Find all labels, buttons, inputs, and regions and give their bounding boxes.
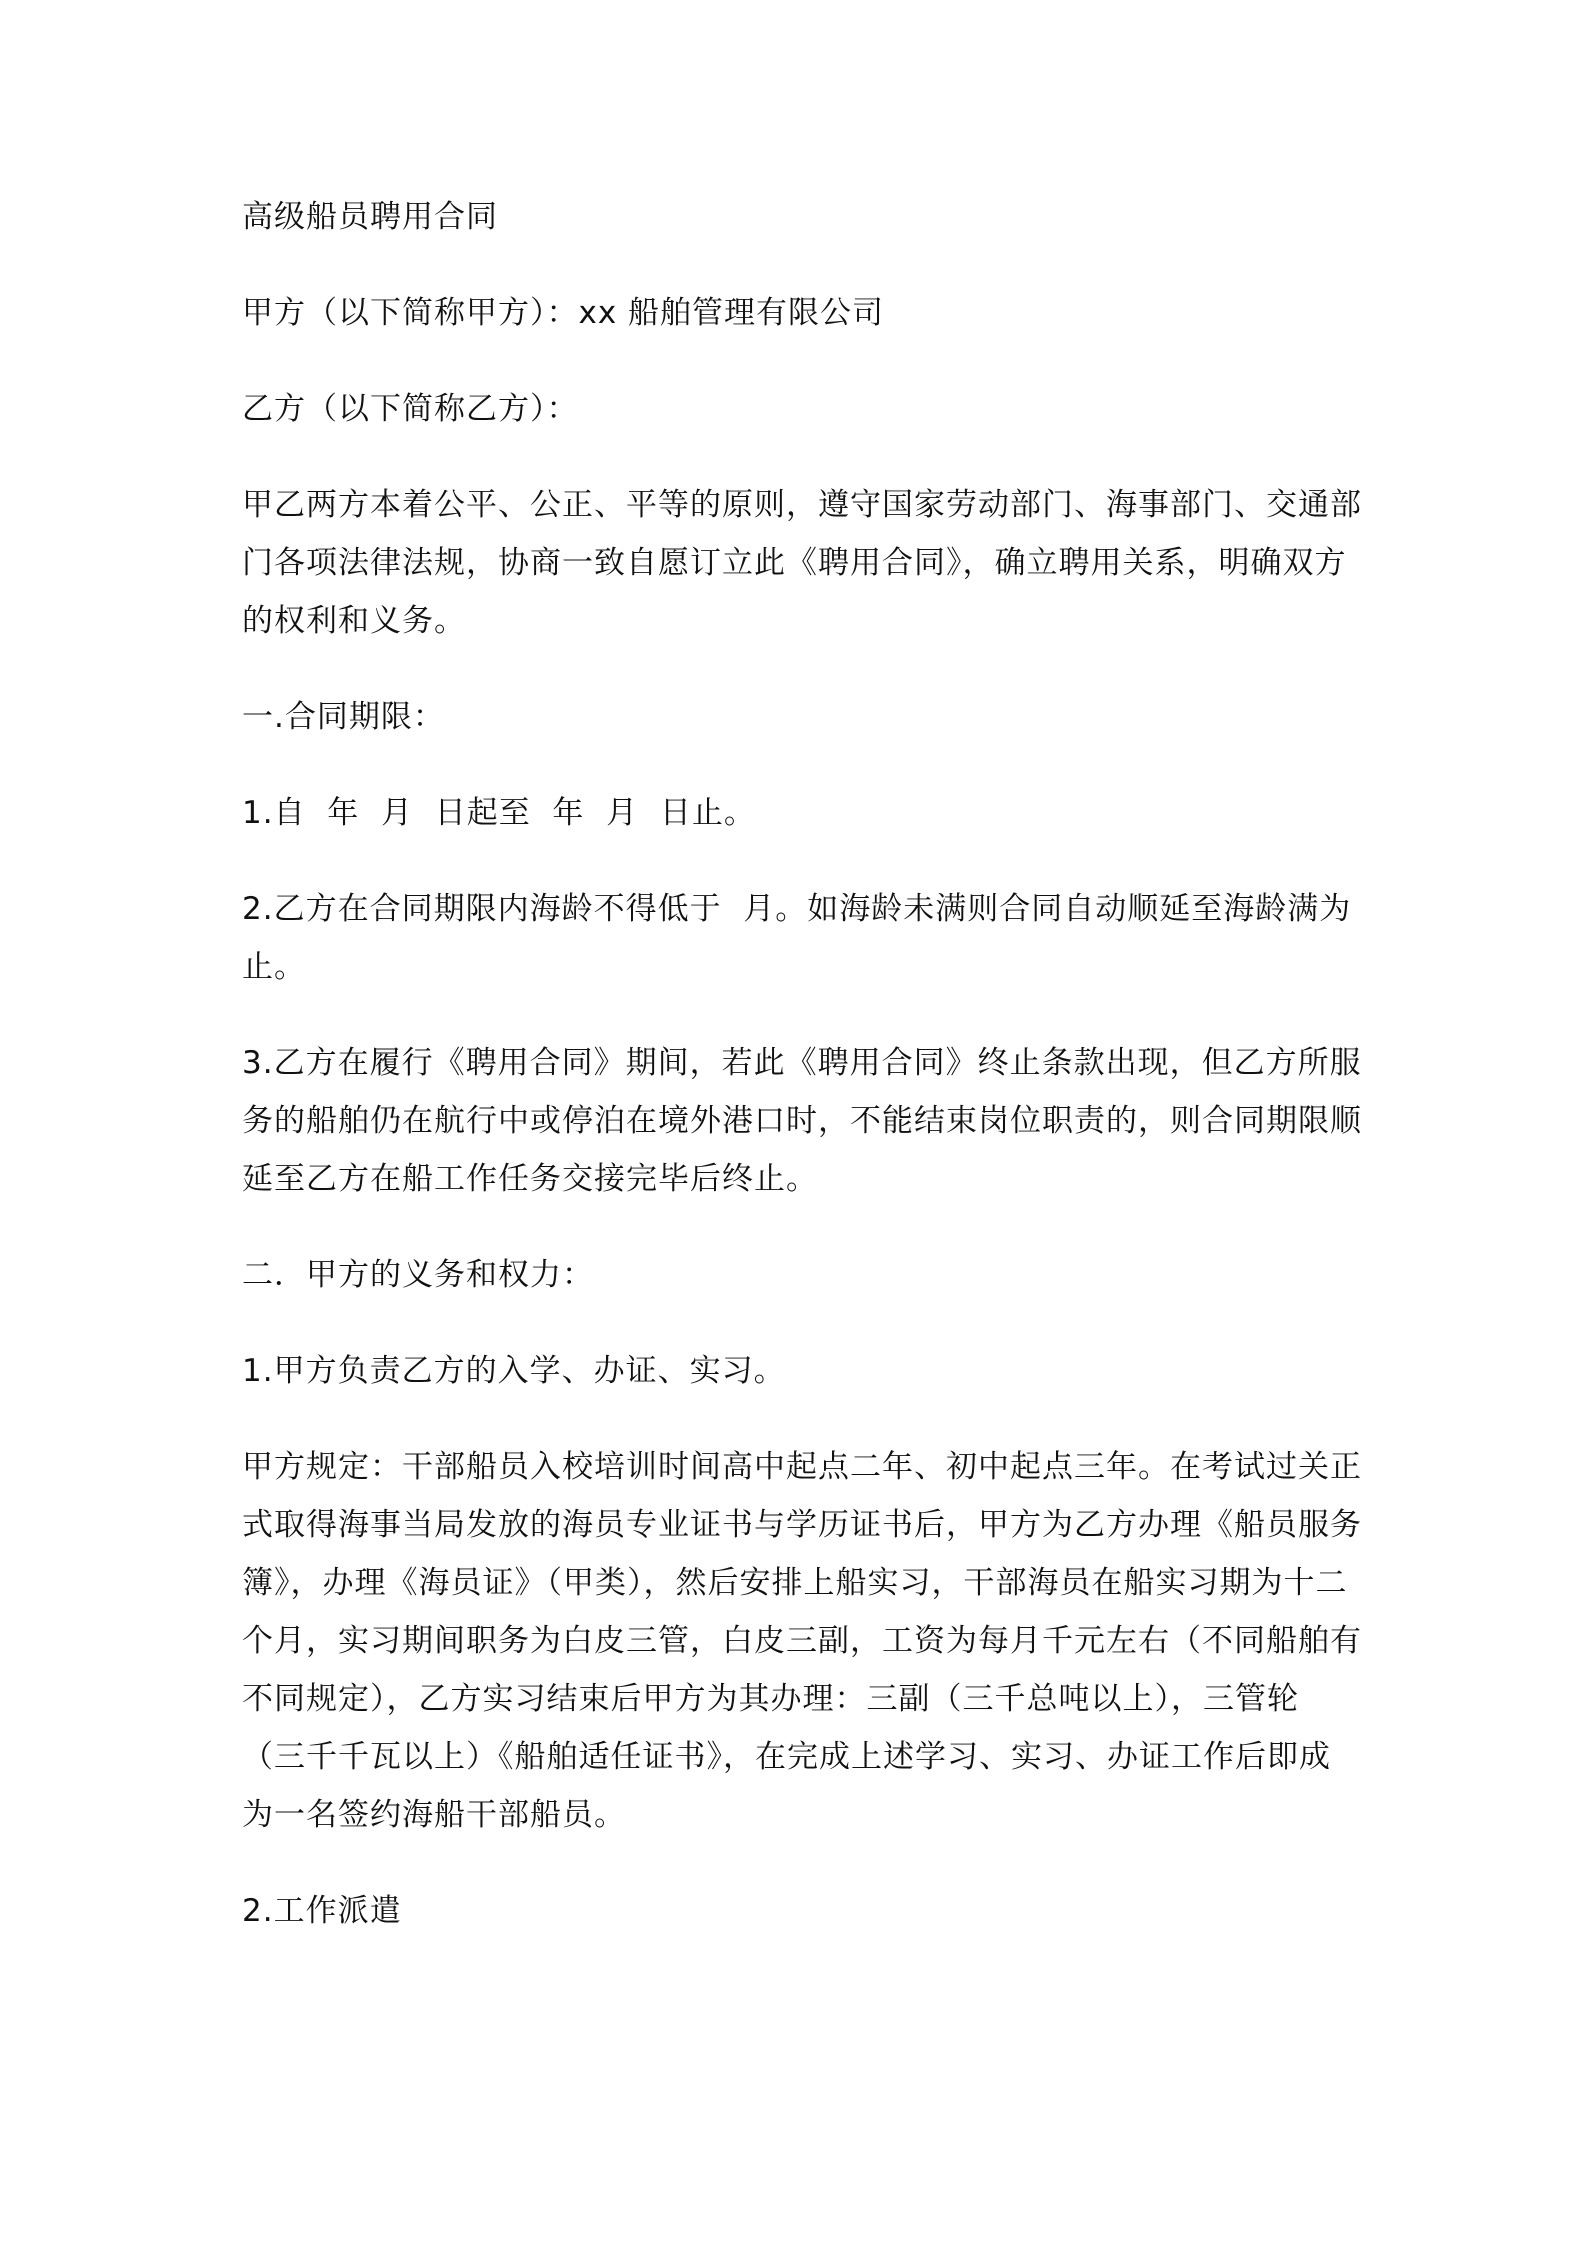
term-item-2: 2.乙方在合同期限内海龄不得低于 月。如海龄未满则合同自动顺延至海龄满为止。 xyxy=(242,891,1352,985)
party-b-line: 乙方（以下简称乙方）： xyxy=(242,391,579,427)
term-item-3: 3.乙方在履行《聘用合同》期间，若此《聘用合同》终止条款出现，但乙方所服务的船舶仍在航行中或停泊在境外港口时，不能结束岗位职责的，则合同期限顺延至乙方在船工作任务交接完毕后终止。 xyxy=(242,1045,1362,1197)
term-item-1: 1.自 年 月 日起至 年 月 日止。 xyxy=(242,795,756,831)
document-title: 高级船员聘用合同 xyxy=(242,199,498,235)
party-a-line: 甲方（以下简称甲方）：xx 船舶管理有限公司 xyxy=(242,295,885,331)
section-heading-term: 一.合同期限： xyxy=(242,699,445,735)
section-heading-party-a-duties: 二．甲方的义务和权力： xyxy=(242,1257,594,1293)
duty-item-1: 1.甲方负责乙方的入学、办证、实习。 xyxy=(242,1353,786,1389)
document-body xyxy=(242,188,1362,1940)
duty-rules-paragraph: 甲方规定：干部船员入校培训时间高中起点二年、初中起点三年。在考试过关正式取得海事当局发放的海员专业证书与学历证书后，甲方为乙方办理《船员服务簿》，办理《海员证》（甲类），然后安排上船实习，干部海员在船实习期为十二个月，实习期间职务为白皮三管，白皮三副，工资为每月千元左右（不同船舶有不同规定），乙方实习结束后甲方为其办理：三副（三千总吨以上），三管轮（三千千瓦以上）《船舶适任证书》，在完成上述学习、实习、办证工作后即成为一名签约海船干部船员。 xyxy=(242,1449,1362,1833)
duty-item-2: 2.工作派遣 xyxy=(242,1893,402,1929)
preamble-paragraph: 甲乙两方本着公平、公正、平等的原则，遵守国家劳动部门、海事部门、交通部门各项法律法规，协商一致自愿订立此《聘用合同》，确立聘用关系，明确双方的权利和义务。 xyxy=(242,487,1362,639)
